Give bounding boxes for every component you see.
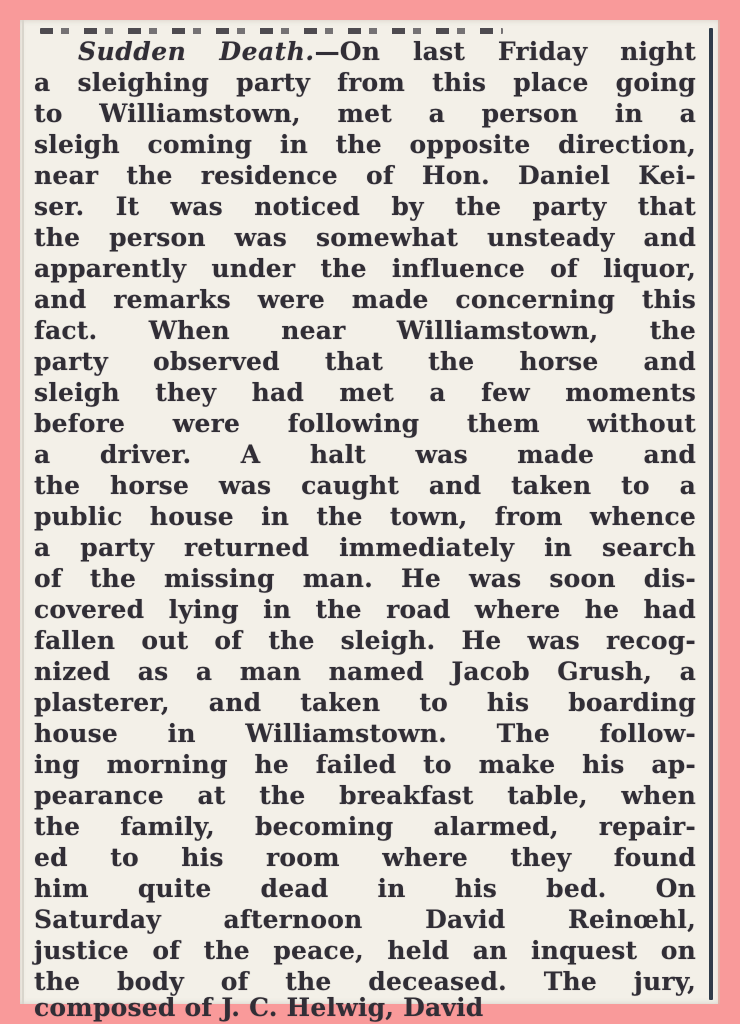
clipped-line-bottom: composed of J. C. Helwig, David xyxy=(34,993,484,1022)
text-line: a driver. A halt was made and xyxy=(34,440,696,469)
text-line: ed to his room where they found xyxy=(34,843,696,872)
text-lines xyxy=(34,67,696,997)
text-line: fallen out of the sleigh. He was recog- xyxy=(34,626,696,655)
text-line: fact. When near Williamstown, the xyxy=(34,316,696,345)
text-line: of the missing man. He was soon dis- xyxy=(34,564,696,593)
text-line: Saturday afternoon David Reinœhl, xyxy=(34,905,696,934)
text-line: a party returned immediately in search xyxy=(34,533,696,562)
text-line: the person was somewhat unsteady and xyxy=(34,223,696,252)
text-line: the body of the deceased. The jury, xyxy=(34,967,696,996)
text-line: ing morning he failed to make his ap- xyxy=(34,750,696,779)
text-line: near the residence of Hon. Daniel Kei- xyxy=(34,161,696,190)
text-line: house in Williamstown. The follow- xyxy=(34,719,696,748)
article-headline: Sudden Death. xyxy=(78,37,315,66)
clipped-line-fragments-top xyxy=(40,28,503,34)
text-line: apparently under the influence of liquor, xyxy=(34,254,696,283)
text-line: public house in the town, from whence xyxy=(34,502,696,531)
text-line: pearance at the breakfast table, when xyxy=(34,781,696,810)
text-line: nized as a man named Jacob Grush, a xyxy=(34,657,696,686)
text-line: plasterer, and taken to his boarding xyxy=(34,688,696,717)
newspaper-clipping xyxy=(20,20,720,1022)
article-first-line-text: —On last Friday night xyxy=(314,37,696,66)
article-column xyxy=(20,20,720,1023)
text-line: sleigh coming in the opposite direction, xyxy=(34,130,696,159)
text-line: the family, becoming alarmed, repair- xyxy=(34,812,696,841)
text-line: and remarks were made concerning this xyxy=(34,285,696,314)
text-line: party observed that the horse and xyxy=(34,347,696,376)
text-line: the horse was caught and taken to a xyxy=(34,471,696,500)
text-line: justice of the peace, held an inquest on xyxy=(34,936,696,965)
text-line: him quite dead in his bed. On xyxy=(34,874,696,903)
article-first-line xyxy=(34,36,696,67)
text-line: a sleighing party from this place going xyxy=(34,68,696,97)
text-line: ser. It was noticed by the party that xyxy=(34,192,696,221)
text-line: sleigh they had met a few moments xyxy=(34,378,696,407)
text-line: to Williamstown, met a person in a xyxy=(34,99,696,128)
text-line: before were following them without xyxy=(34,409,696,438)
text-line: covered lying in the road where he had xyxy=(34,595,696,624)
